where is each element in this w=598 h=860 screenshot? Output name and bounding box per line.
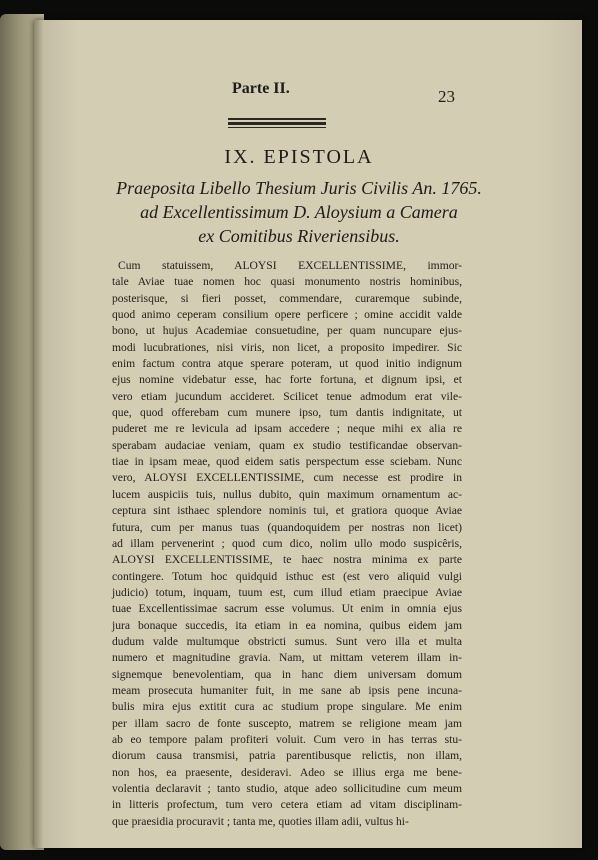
body-line: meam prosecuta humaniter fuit, in me sane ab ipsis pene incuna-	[112, 683, 462, 697]
body-line: non hos, ea praesente, desideravi. Adeo se illius erga me bene-	[112, 765, 462, 779]
body-line: bono, ut hujus Academiae consuetudine, per quam nuncupare ejus-	[112, 324, 462, 338]
body-line: ad illam pervenerint ; quod cum dico, nolim ullo modo suspicêris,	[112, 536, 462, 550]
subtitle-line: ex Comitibus Riveriensibus.	[198, 226, 400, 246]
ornamental-rule	[228, 127, 326, 128]
body-line: in litteris profectum, tum vero cetera etiam ad vitam disciplinam-	[112, 798, 462, 812]
body-line: Cum statuissem, ALOYSI EXCELLENTISSIME, immor-	[118, 259, 462, 272]
body-line: vero, ALOYSI EXCELLENTISSIME, cum necesse est prodire in	[112, 471, 462, 485]
body-line: numero et magnitudine gravia. Nam, ut mittam veterem illam in-	[112, 651, 462, 665]
body-line: diorum causa transmisi, patria parentibusque relictis, non illam,	[112, 749, 462, 763]
body-line: bulis mira ejus extitit cura ac studium prope singulare. Me enim	[112, 700, 462, 714]
ornamental-rule	[228, 118, 326, 120]
body-line: lucem auspiciis tuis, nullus dubito, quin maximum ornamentum ac-	[112, 487, 462, 501]
body-line: ejus nomine videbatur esse, hac forte fortuna, et dignum ipsi, et	[112, 373, 462, 387]
body-line: sperabam audaciae veniam, quam ex studio testificandae observan-	[112, 438, 462, 452]
page-number: 23	[438, 87, 455, 106]
body-line: ceptura sint isthaec splendore nominis tui, et gratiora quoque Aviae	[112, 504, 462, 518]
body-line: enim factum contra atque sperare poteram, ut quod initio indignum	[112, 357, 462, 371]
body-line: per illam sacro de fonte suscepto, matrem se religione meam jam	[112, 716, 462, 730]
running-head: Parte II.	[232, 80, 290, 97]
ornamental-rule	[228, 122, 326, 125]
body-line: posterisque, si fieri posset, commendare, curaremque subinde,	[112, 291, 462, 305]
book-gutter	[34, 20, 44, 848]
body-line: jura bonaque succedis, ita etiam in ea nomina, quibus eidem jam	[112, 618, 462, 632]
body-line: judicio) totum, inquam, tuum est, cum illud etiam praecipue Aviae	[112, 585, 462, 599]
body-line: tuae Excellentissimae sacrum esse volumus. Ut enim in omnia ejus	[112, 602, 462, 616]
body-line: tiae in ipsam meae, quod eidem satis perspectum esse sciebam. Nunc	[112, 455, 462, 469]
body-line: vero etiam jucundum accideret. Scilicet tenue admodum erat vile-	[112, 389, 462, 403]
body-line: dudum valde multumque obstricti sumus. Sunt vero illa et multa	[112, 634, 462, 648]
body-line: modi lucubrationes, nisi viris, non licet, a proposito impedirer. Sic	[112, 340, 462, 354]
body-line: quod animo ceperam consilium opere perficere ; omine accidit valde	[112, 308, 462, 322]
body-line: tale Aviae tuae nomen hoc quasi monumento nostris hominibus,	[112, 275, 462, 289]
subtitle-line: ad Excellentissimum D. Aloysium a Camera	[140, 202, 458, 222]
body-line: ALOYSI EXCELLENTISSIME, te haec nostra minima ex parte	[112, 553, 462, 567]
letter-body	[112, 258, 462, 830]
body-line: que praesidia procuravit ; tanta me, quoties illam adii, vultus hi-	[112, 814, 409, 828]
body-line: volentia declaravit ; tanto studio, atque adeo sollicitudine cum meum	[112, 782, 462, 795]
subtitle-line: Praeposita Libello Thesium Juris Civilis An. 1765.	[116, 178, 482, 198]
body-line: puderet me re levicula ad ipsam accedere ; neque mihi ex alia re	[112, 422, 462, 436]
section-heading: IX. EPISTOLA	[224, 146, 374, 168]
body-line: que, quod offerebam cum munere ipso, tum dantis indignitate, ut	[112, 406, 462, 420]
body-line: ab eo tempore palam profiteri voluit. Cum vero in has terras stu-	[112, 732, 462, 746]
body-line: contingere. Totum hoc quidquid isthuc est (est vero aliquid vulgi	[112, 569, 462, 583]
body-line: futura, cum per manus tuas (quandoquidem per nostras non licet)	[112, 520, 462, 534]
body-line: signemque benevolentiam, qua in hanc diem universam domum	[112, 667, 462, 681]
